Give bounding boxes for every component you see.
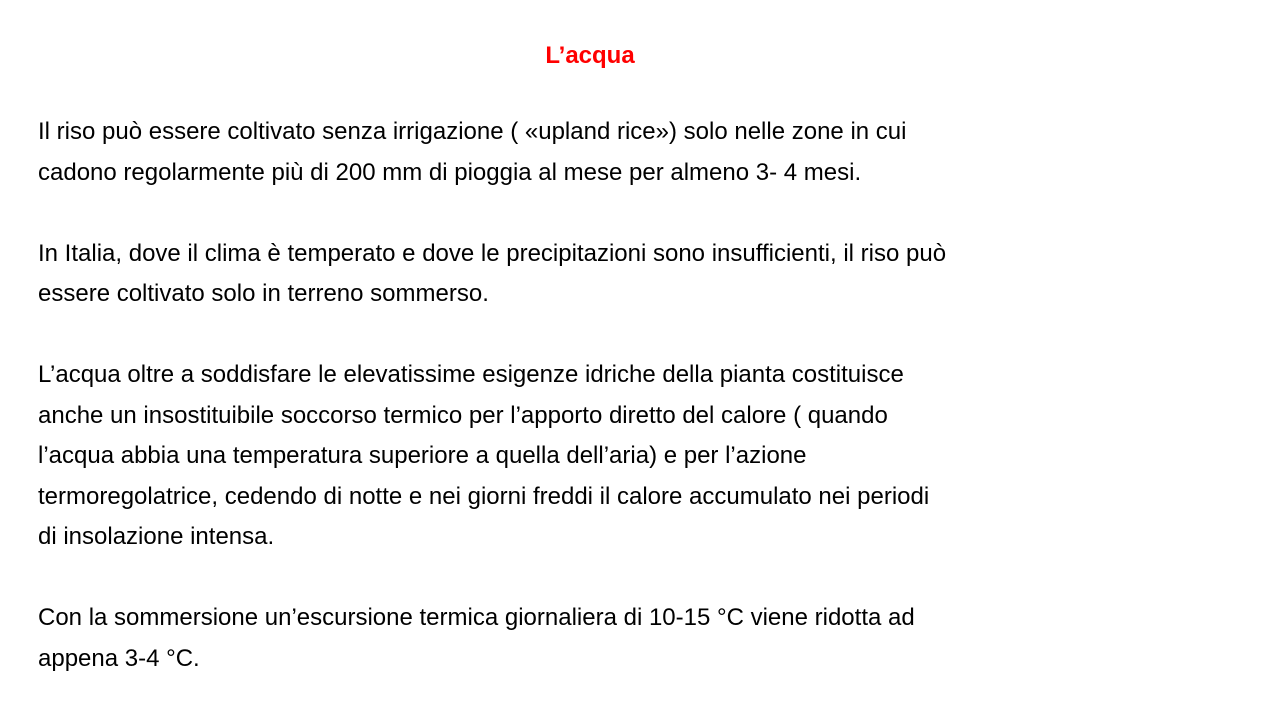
text-line: di insolazione intensa. <box>38 523 275 550</box>
paragraph-water-role <box>38 355 1218 558</box>
paragraph-upland-rice <box>38 112 1218 193</box>
text-line: appena 3-4 °C. <box>38 644 200 672</box>
text-line: cadono regolarmente più di 200 mm di pioggia al mese per almeno 3- 4 mesi. <box>38 158 862 186</box>
text-line: termoregolatrice, cedendo di notte e nei giorni freddi il calore accumulato nei periodi <box>38 482 930 510</box>
text-line: l’acqua abbia una temperatura superiore a quella dell’aria) e per l’azione <box>38 442 807 469</box>
text-line: In Italia, dove il clima è temperato e dove le precipitazioni sono insufficienti, il riso può <box>38 239 947 267</box>
slide-body <box>38 112 1218 679</box>
text-line: essere coltivato solo in terreno sommerso. <box>38 280 489 307</box>
text-line: Il riso può essere coltivato senza irrigazione ( «upland rice») solo nelle zone in cui <box>38 118 907 145</box>
paragraph-italy <box>38 234 1218 315</box>
slide-title: L’acqua <box>545 42 635 69</box>
text-line: anche un insostituibile soccorso termico per l’apporto diretto del calore ( quando <box>38 401 888 429</box>
text-line: L’acqua oltre a soddisfare le elevatissime esigenze idriche della pianta costituisce <box>38 361 904 388</box>
text-line: Con la sommersione un’escursione termica giornaliera di 10-15 °C viene ridotta ad <box>38 604 915 631</box>
paragraph-submersion <box>38 598 1218 679</box>
